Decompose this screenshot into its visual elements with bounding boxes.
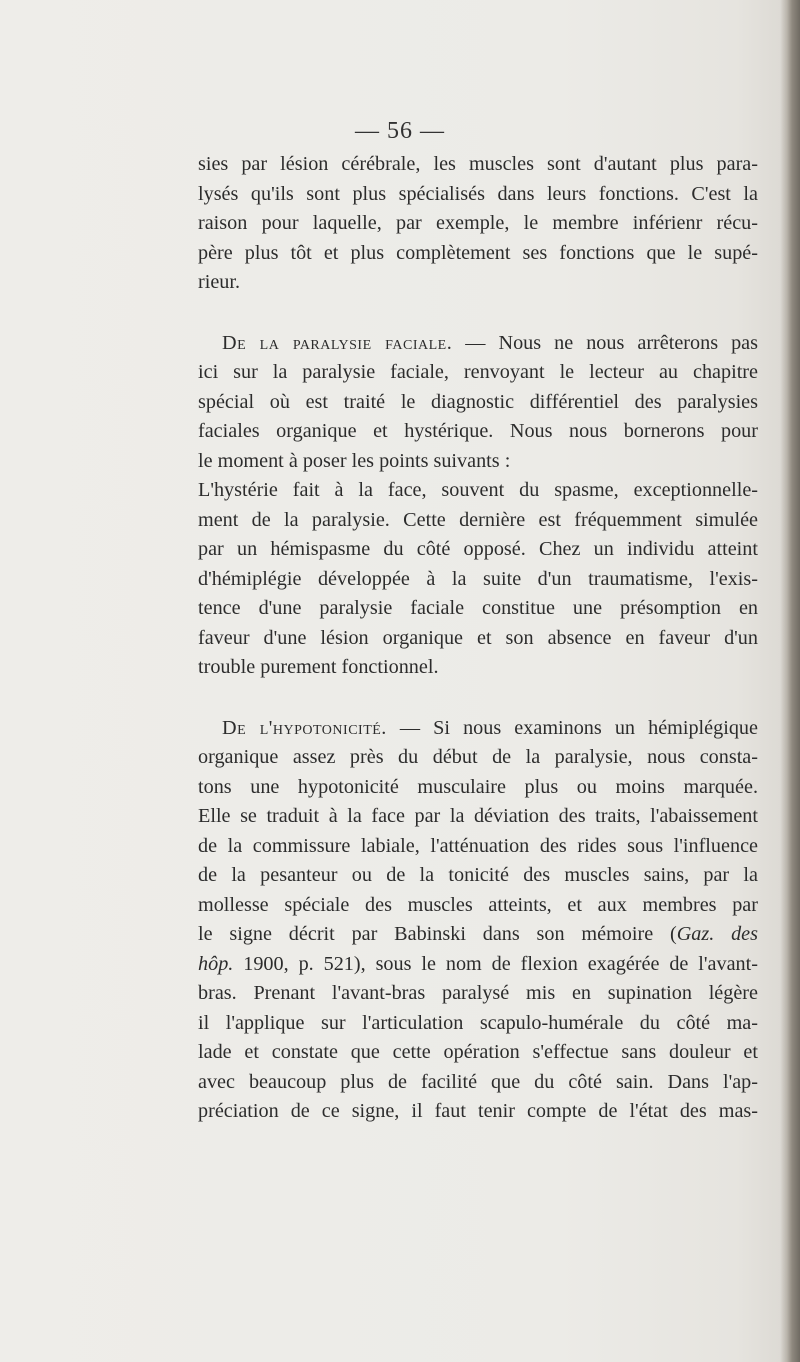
text-line: par un hémispasme du côté opposé. Chez un individu atteint bbox=[198, 538, 758, 560]
text-line: lade et constate que cette opération s'effectue sans douleur et bbox=[198, 1041, 758, 1063]
text-line: tence d'une paralysie faciale constitue une présomption en bbox=[198, 597, 758, 619]
text-fragment: — Nous ne nous arrêterons pas bbox=[452, 331, 758, 354]
text-line: ici sur la paralysie faciale, renvoyant le lecteur au chapitre bbox=[198, 361, 758, 383]
text-line: ment de la paralysie. Cette dernière est fréquemment simulée bbox=[198, 508, 758, 531]
text-fragment: 1900, p. 521), sous le nom de flexion exagérée de l'avant- bbox=[233, 952, 758, 975]
section-heading-line bbox=[198, 329, 758, 359]
text-line: d'hémiplégie développée à la suite d'un traumatisme, l'exis- bbox=[198, 567, 758, 590]
text-line: lysés qu'ils sont plus spécialisés dans leurs fonctions. C'est la bbox=[198, 182, 758, 205]
section-heading: De la paralysie faciale. bbox=[222, 331, 453, 354]
text-line: organique assez près du début de la paralysie, nous consta- bbox=[198, 746, 758, 768]
text-line: père plus tôt et plus complètement ses fonctions que le supé- bbox=[198, 241, 758, 264]
section-heading-line bbox=[198, 714, 758, 744]
text-line bbox=[198, 920, 758, 950]
text-line: tons une hypotonicité musculaire plus ou moins marquée. bbox=[198, 775, 758, 798]
text-line: avec beaucoup plus de facilité que du côté sain. Dans l'ap- bbox=[198, 1070, 758, 1093]
text-line: mollesse spéciale des muscles atteints, et aux membres par bbox=[198, 893, 758, 916]
body-text bbox=[198, 150, 758, 1127]
text-line: trouble purement fonctionnel. bbox=[198, 656, 439, 678]
text-fragment: le signe décrit par Babinski dans son mémoire ( bbox=[198, 923, 677, 945]
text-line: de la commissure labiale, l'atténuation des rides sous l'influence bbox=[198, 834, 758, 857]
text-line bbox=[198, 950, 758, 980]
text-line: préciation de ce signe, il faut tenir compte de l'état des mas- bbox=[198, 1100, 758, 1122]
text-line: le moment à poser les points suivants : bbox=[198, 449, 511, 472]
text-line: il l'applique sur l'articulation scapulo-humérale du côté ma- bbox=[198, 1011, 758, 1034]
page-number: — 56 — bbox=[355, 118, 445, 144]
text-line: spécial où est traité le diagnostic différentiel des paralysies bbox=[198, 390, 758, 413]
citation-italic: hôp. bbox=[198, 952, 234, 975]
text-line: raison pour laquelle, par exemple, le membre inférienr récu- bbox=[198, 212, 758, 234]
text-line: bras. Prenant l'avant-bras paralysé mis en supination légère bbox=[198, 982, 758, 1004]
text-line: L'hystérie fait à la face, souvent du spasme, exceptionnelle- bbox=[198, 479, 758, 501]
text-line: faciales organique et hystérique. Nous nous bornerons pour bbox=[198, 420, 758, 442]
text-fragment: — Si nous examinons un hémiplégique bbox=[386, 716, 758, 739]
text-line: sies par lésion cérébrale, les muscles sont d'autant plus para- bbox=[198, 153, 758, 175]
text-line: Elle se traduit à la face par la déviation des traits, l'abaissement bbox=[198, 805, 758, 827]
text-line: rieur. bbox=[198, 271, 241, 293]
page-edge-shadow bbox=[780, 0, 800, 1362]
section-heading: De l'hypotonicité. bbox=[222, 716, 387, 739]
citation-italic: Gaz. des bbox=[676, 923, 758, 945]
text-line: de la pesanteur ou de la tonicité des muscles sains, par la bbox=[198, 864, 758, 886]
text-line: faveur d'une lésion organique et son absence en faveur d'un bbox=[198, 626, 758, 649]
